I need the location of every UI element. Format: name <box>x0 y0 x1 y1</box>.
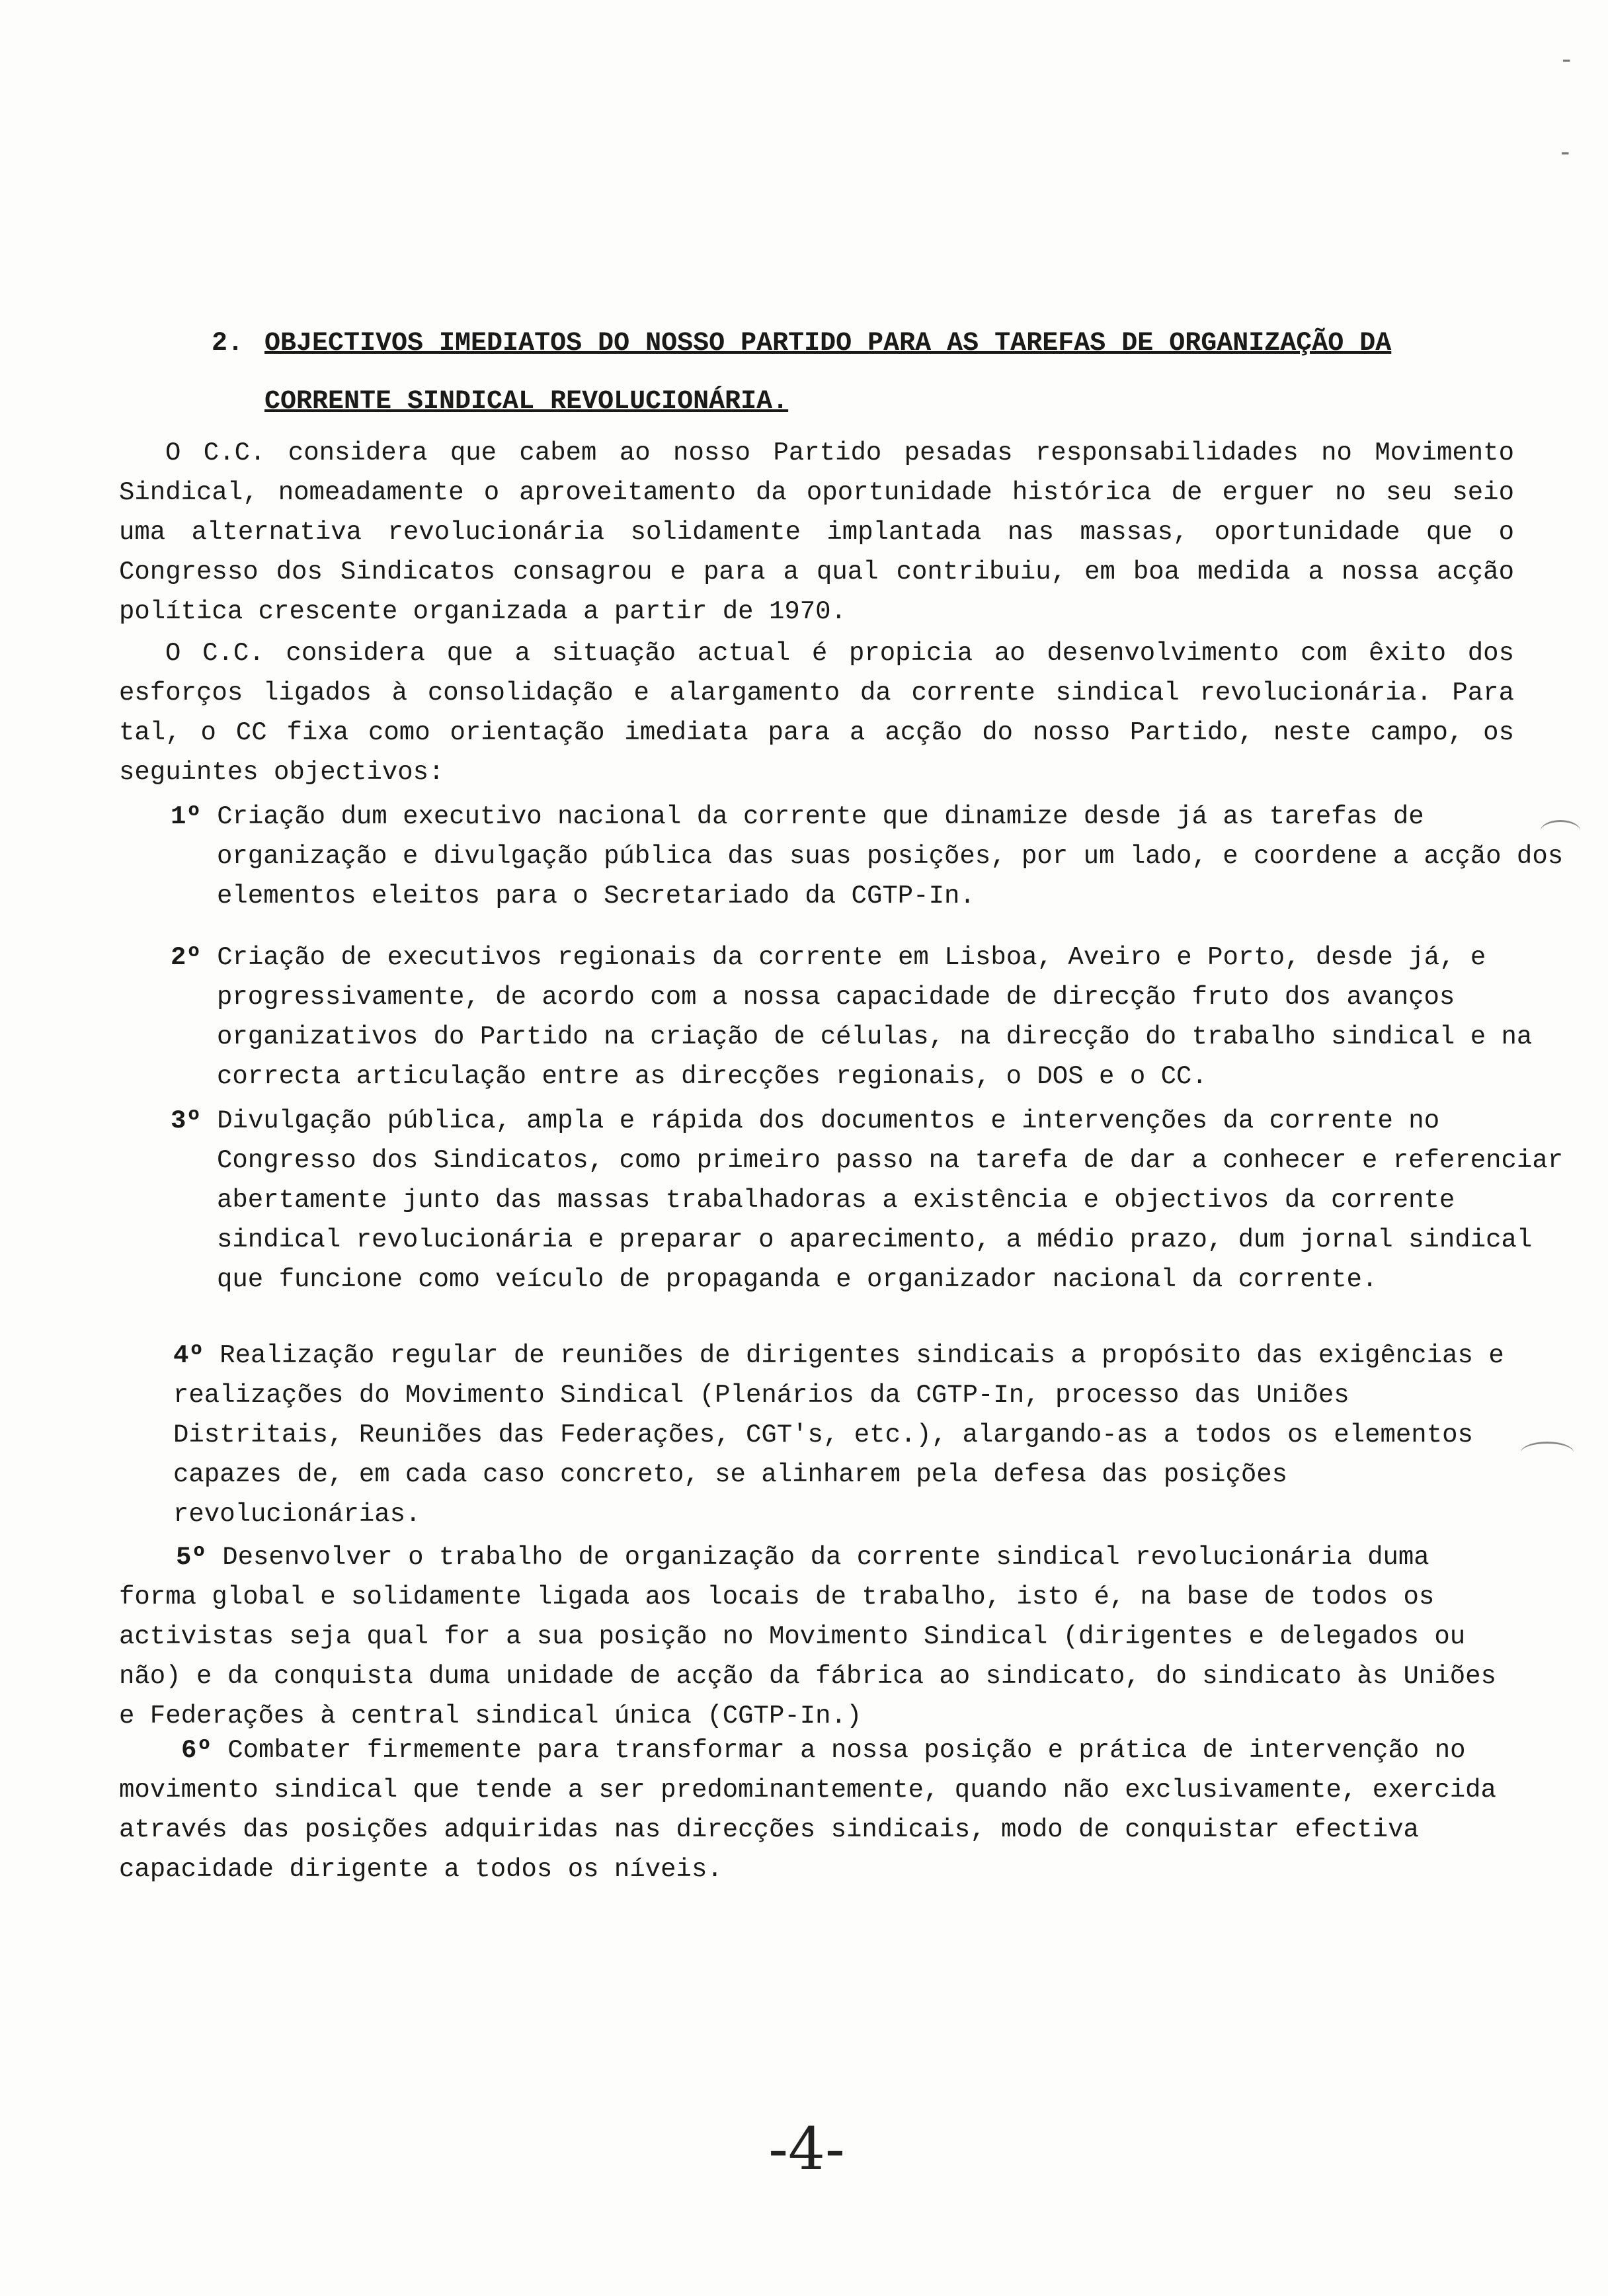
section-title-line1: OBJECTIVOS IMEDIATOS DO NOSSO PARTIDO PARA AS TAREFAS DE ORGANIZAÇÃO DA <box>264 329 1392 358</box>
objective-item <box>171 797 1566 916</box>
objective-label: 3º <box>171 1106 202 1135</box>
objective-item <box>171 1101 1566 1299</box>
objective-text: Combater firmemente para transformar a nossa posição e prática de intervenção no movimento sindical que tende a ser predominantemente, quando não exclusivamente, exercida através das posições adquiridas nas direcções sindicais, modo de conquistar efectiva capacidade dirigente a todos os níveis. <box>119 1736 1496 1884</box>
objective-label: 2º <box>171 943 202 972</box>
scan-mark-side: - <box>1560 137 1570 167</box>
objective-item <box>171 938 1566 1096</box>
section-heading <box>212 315 1468 431</box>
objective-text: Divulgação pública, ampla e rápida dos documentos e intervenções da corrente no Congresso dos Sindicatos, como primeiro passo na tarefa de dar a conhecer e referenciar abertamente junto das massas trabalhadoras a existência e objectivos da corrente sindical revolucionária e preparar o aparecimento, a médio prazo, dum jornal sindical que funcione como veículo de propaganda e organizador nacional da corrente. <box>217 1106 1564 1294</box>
section-number: 2. <box>212 329 244 358</box>
scan-mark-top: - <box>1562 44 1572 75</box>
margin-arc-mark <box>1521 1442 1574 1463</box>
page-number: -4- <box>768 2115 845 2183</box>
objective-text: Realização regular de reuniões de dirigentes sindicais a propósito das exigências e realizações do Movimento Sindical (Plenários da CGTP-In, processo das Uniões Distritais, Reuniões das Federações, CGT's, etc.), alargando-as a todos os elementos capazes de, em cada caso concreto, se alinharem pela defesa das posições revolucionárias. <box>173 1341 1504 1529</box>
intro-paragraph: O C.C. considera que cabem ao nosso Partido pesadas responsabilidades no Movimento Sindical, nomeadamente o aproveitamento da oportunidade histórica de erguer no seu seio uma alternativa revolucionária solidamente implantada nas massas, oportunidade que o Congresso dos Sindicatos consagrou e para a qual contribuiu, em boa medida a nossa acção política crescente organizada a partir de 1970. <box>119 438 1514 626</box>
objective-text: Criação dum executivo nacional da corrente que dinamize desde já as tarefas de organização e divulgação pública das suas posições, por um lado, e coordene a acção dos elementos eleitos para o Secretariado da CGTP-In. <box>217 802 1564 911</box>
objective-label: 4º <box>173 1341 204 1370</box>
objective-label: 5º <box>176 1543 207 1572</box>
objective-item <box>119 1538 1514 1736</box>
intro-paragraph: O C.C. considera que a situação actual é propicia ao desenvolvimento com êxito dos esforços ligados à consolidação e alargamento da corrente sindical revolucionária. Para tal, o CC fixa como orientação imediata para a acção do nosso Partido, neste campo, os seguintes objectivos: <box>119 639 1514 787</box>
objective-item <box>173 1336 1515 1534</box>
objective-item <box>119 1731 1514 1889</box>
section-title-line2: CORRENTE SINDICAL REVOLUCIONÁRIA. <box>264 387 789 417</box>
objective-label: 1º <box>171 802 202 831</box>
objective-label: 6º <box>181 1736 212 1765</box>
objective-text: Desenvolver o trabalho de organização da corrente sindical revolucionária duma forma global e solidamente ligada aos locais de trabalho, isto é, na base de todos os activistas seja qual for a sua posição no Movimento Sindical (dirigentes e delegados ou não) e da conquista duma unidade de acção da fábrica ao sindicato, do sindicato às Uniões e Federações à central sindical única (CGTP-In.) <box>119 1543 1496 1731</box>
objective-text: Criação de executivos regionais da corrente em Lisboa, Aveiro e Porto, desde já, e progressivamente, de acordo com a nossa capacidade de direcção fruto dos avanços organizativos do Partido na criação de células, na direcção do trabalho sindical e na correcta articulação entre as direcções regionais, o DOS e o CC. <box>217 943 1533 1091</box>
